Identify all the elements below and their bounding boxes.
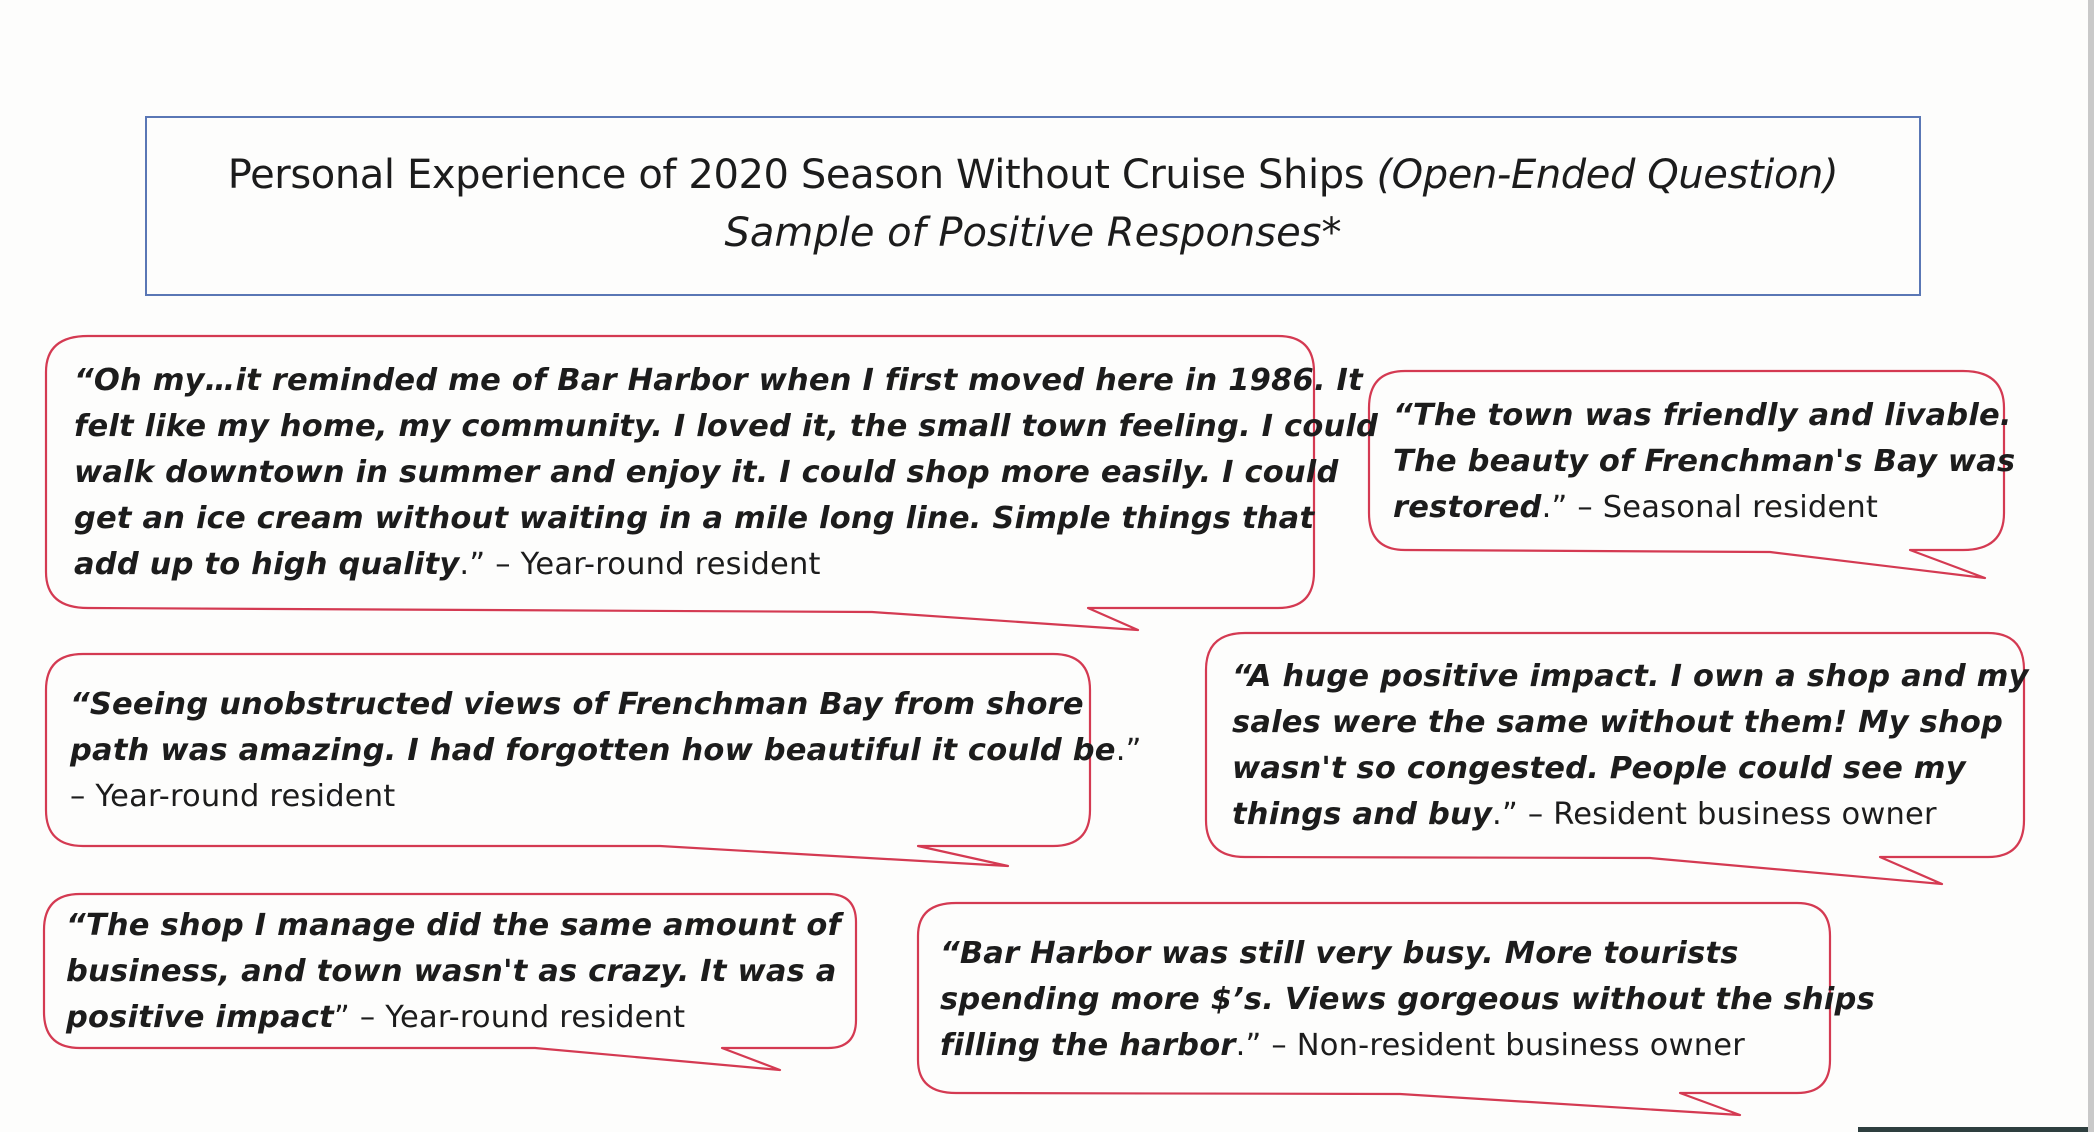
quote-6-line-1: “Bar Harbor was still very busy. More tourists — [940, 936, 1739, 971]
quote-5-last-line: positive impact — [66, 1000, 334, 1035]
quote-6-closing: .” — [1235, 1028, 1262, 1063]
quote-2-line-2: The beauty of Frenchman's Bay was — [1393, 444, 2016, 479]
quote-3-closing: .” — [1115, 733, 1142, 768]
quote-6-attribution: – Non-resident business owner — [1261, 1028, 1745, 1063]
scan-edge — [2088, 0, 2094, 1132]
quote-4 — [1232, 654, 2029, 838]
quote-1-closing: .” — [459, 547, 486, 582]
quote-4-attribution: – Resident business owner — [1517, 797, 1937, 832]
quote-2-last-line: restored — [1393, 490, 1542, 525]
page-subtitle: Sample of Positive Responses* — [724, 210, 1342, 256]
quote-1-last-line: add up to high quality — [74, 547, 460, 582]
quote-2-attribution: – Seasonal resident — [1567, 490, 1879, 525]
quote-2-closing: .” — [1541, 490, 1568, 525]
quote-3-attribution: – Year-round resident — [70, 779, 396, 814]
question-type: (Open-Ended Question) — [1376, 152, 1839, 198]
quote-4-line-4 — [1232, 792, 2029, 838]
quote-5-line-2: business, and town wasn't as crazy. It was a — [66, 954, 837, 989]
quote-3-line-2 — [70, 728, 1142, 774]
quote-6-line-2: spending more $’s. Views gorgeous without the ships — [940, 982, 1875, 1017]
quote-1-line-5 — [74, 542, 1378, 588]
quote-4-line-1: “A huge positive impact. I own a shop and my — [1232, 659, 2029, 694]
quote-2-line-3 — [1393, 485, 2015, 531]
scan-corner-mark — [1858, 1127, 2088, 1132]
quote-6-last-line: filling the harbor — [940, 1028, 1236, 1063]
page-title — [147, 152, 1919, 198]
quote-5 — [66, 903, 841, 1041]
quote-3 — [70, 682, 1142, 820]
quote-5-line-3 — [66, 995, 841, 1041]
quote-3-last-line: path was amazing. I had forgotten how beautiful it could be — [70, 733, 1116, 768]
quote-5-line-1: “The shop I manage did the same amount of — [66, 908, 842, 943]
quote-2-line-1: “The town was friendly and livable. — [1393, 398, 2012, 433]
quote-4-line-2: sales were the same without them! My shop — [1232, 705, 2004, 740]
quote-1-line-2: felt like my home, my community. I loved it, the small town feeling. I could — [74, 409, 1379, 444]
quote-6-line-3 — [940, 1023, 1875, 1069]
quote-1 — [74, 358, 1378, 588]
quote-1-line-1: “Oh my…it reminded me of Bar Harbor when I first moved here in 1986. It — [74, 363, 1363, 398]
page-title-text: Personal Experience of 2020 Season Without Cruise Ships — [227, 152, 1365, 198]
quote-5-attribution: – Year-round resident — [349, 1000, 686, 1035]
quote-1-attribution: – Year-round resident — [485, 547, 821, 582]
quote-6 — [940, 931, 1875, 1069]
quote-4-last-line: things and buy — [1232, 797, 1493, 832]
quote-2 — [1393, 393, 2015, 531]
title-box — [145, 116, 1921, 296]
quote-4-line-3: wasn't so congested. People could see my — [1232, 751, 1966, 786]
quote-5-closing: ” — [333, 1000, 350, 1035]
quote-4-closing: .” — [1492, 797, 1518, 832]
quote-3-line-1: “Seeing unobstructed views of Frenchman Bay from shore — [70, 687, 1084, 722]
quote-1-line-4: get an ice cream without waiting in a mile long line. Simple things that — [74, 501, 1315, 536]
quote-1-line-3: walk downtown in summer and enjoy it. I could shop more easily. I could — [74, 455, 1339, 490]
